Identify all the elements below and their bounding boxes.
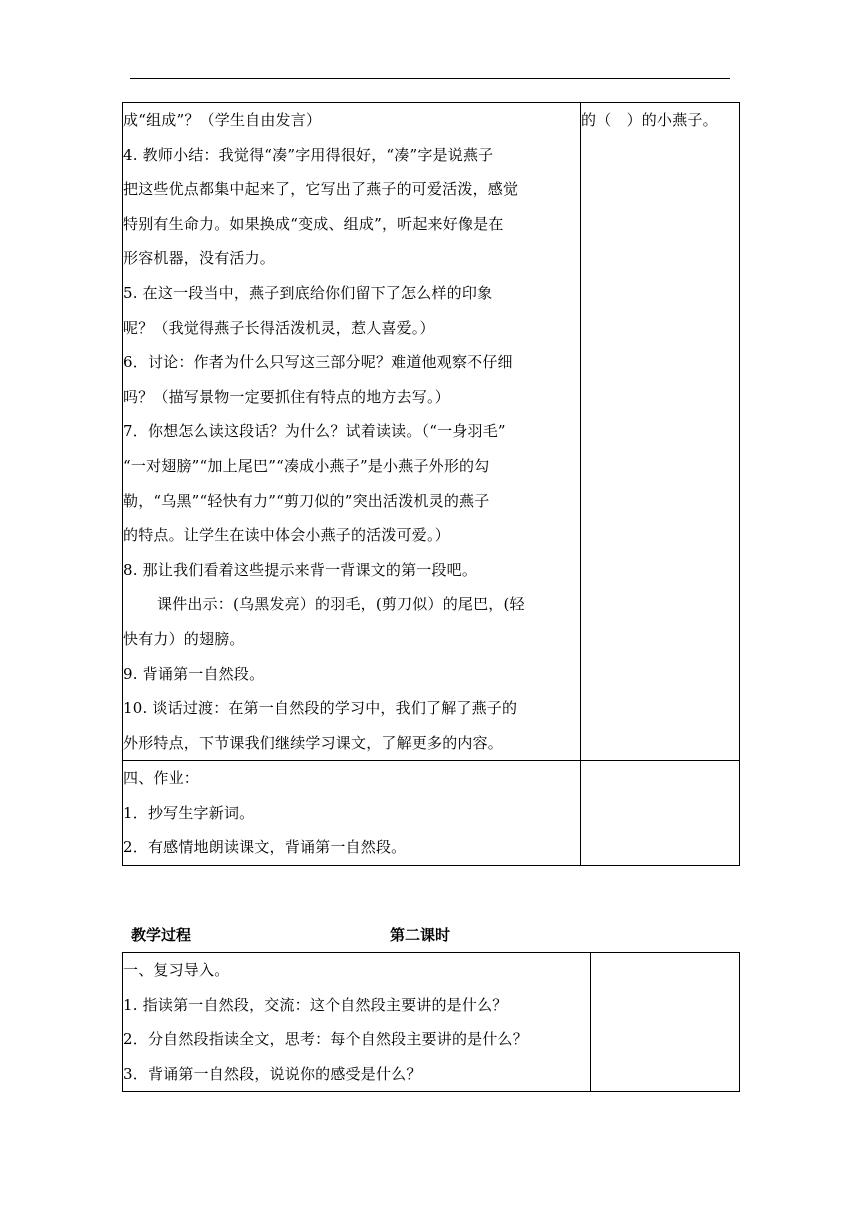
- content-line: 特别有生命力。如果换成“变成、组成”，听起来好像是在: [123, 214, 504, 233]
- content-line: 2．分自然段指读全文，思考：每个自然段主要讲的是什么？: [123, 1030, 528, 1049]
- notes-cell: [581, 103, 740, 761]
- content-line: 课件出示：(乌黑发亮）的羽毛，(剪刀似）的尾巴，(轻: [157, 595, 525, 614]
- section-label: 教学过程: [131, 926, 192, 944]
- table-row: [123, 761, 740, 866]
- content-line: 1．抄写生字新词。: [123, 803, 255, 822]
- content-line: 成“组成”？（学生自由发言）: [123, 111, 322, 129]
- table-row: [123, 953, 740, 1092]
- content-line: 外形特点，下节课我们继续学习课文，了解更多的内容。: [123, 733, 504, 752]
- content-line: “一对翅膀”“加上尾巴”“凑成小燕子”是小燕子外形的勾: [123, 456, 490, 475]
- notes-line: 的（ ）的小燕子。: [581, 111, 718, 129]
- content-line: 10. 谈话过渡：在第一自然段的学习中，我们了解了燕子的: [123, 699, 518, 718]
- review-cell: [123, 953, 591, 1092]
- content-line: 的特点。让学生在读中体会小燕子的活泼可爱。）: [123, 526, 450, 545]
- content-line: 快有力）的翅膀。: [123, 629, 245, 648]
- content-line: 4. 教师小结：我觉得“凑”字用得很好，“凑”字是说燕子: [123, 145, 494, 164]
- content-line: 一、复习导入。: [123, 961, 230, 979]
- content-line: 3．背诵第一自然段，说说你的感受是什么？: [123, 1064, 422, 1083]
- lesson-table-first-period: [122, 102, 740, 866]
- notes-cell: [581, 761, 740, 866]
- section-title: 第二课时: [390, 926, 451, 944]
- content-line: 6．讨论：作者为什么只写这三部分呢？难道他观察不仔细: [123, 353, 513, 372]
- lesson-table-second-period: [122, 952, 740, 1092]
- page-header-rule: [130, 78, 730, 79]
- content-line: 9. 背诵第一自然段。: [123, 664, 265, 683]
- notes-cell: [591, 953, 740, 1092]
- content-line: 吗？（描写景物一定要抓住有特点的地方去写。）: [123, 387, 450, 406]
- content-line: 2．有感情地朗读课文，背诵第一自然段。: [123, 838, 407, 857]
- content-line: 勒，“乌黑”“轻快有力”“剪刀似的”突出活泼机灵的燕子: [123, 491, 490, 510]
- content-line: 7．你想怎么读这段话？为什么？试着读读。（“一身羽毛”: [123, 422, 506, 441]
- content-line: 形容机器，没有活力。: [123, 249, 276, 268]
- table-row: [123, 103, 740, 761]
- content-line: 5. 在这一段当中，燕子到底给你们留下了怎么样的印象: [123, 283, 493, 302]
- content-line: 四、作业：: [123, 769, 200, 788]
- content-line: 把这些优点都集中起来了，它写出了燕子的可爱活泼，感觉: [123, 180, 519, 199]
- content-line: 1. 指读第一自然段，交流：这个自然段主要讲的是什么？: [123, 995, 508, 1014]
- teaching-content-cell: [123, 103, 581, 761]
- content-line: 8. 那让我们看着这些提示来背一背课文的第一段吧。: [123, 560, 478, 579]
- content-line: 呢？（我觉得燕子长得活泼机灵，惹人喜爱。）: [123, 318, 435, 337]
- homework-cell: [123, 761, 581, 866]
